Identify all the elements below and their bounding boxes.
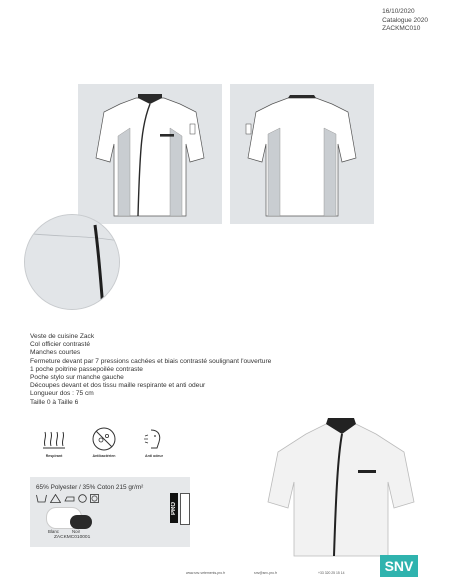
front-view-panel [78, 84, 222, 224]
pro-badge-label: PRO [171, 501, 177, 515]
desc-line: Col officier contrasté [30, 341, 90, 349]
feature-breathable [34, 424, 74, 458]
document-header [382, 8, 428, 34]
dry-clean-icon [78, 494, 87, 503]
color-label-black: Noir [72, 529, 81, 534]
wash-temp-symbols [180, 493, 190, 525]
header-catalogue: Catalogue 2020 [382, 16, 428, 24]
desc-line: 1 poche poitrine passepoilée contraste [30, 365, 143, 373]
feature-anti-odor [134, 424, 174, 458]
desc-line: Poche stylo sur manche gauche [30, 374, 124, 382]
footer-email[interactable]: snv@snv-pro.fr [254, 571, 278, 575]
footer-website[interactable]: www.snv-vetements-pro.fr [186, 571, 226, 575]
feature-icons [34, 424, 174, 458]
fabric-detail-circle [24, 214, 120, 310]
color-swatch-black[interactable] [70, 515, 92, 529]
product-reference: ZACKMC010001 [54, 535, 91, 540]
product-description [30, 333, 360, 407]
breathable-icon [39, 424, 69, 454]
desc-line: Découpes devant et dos tissu maille respirante et anti odeur [30, 382, 206, 390]
product-photo [254, 412, 424, 560]
header-date: 16/10/2020 [382, 8, 415, 15]
pro-badge [170, 493, 178, 523]
jacket-front-drawing [78, 84, 222, 224]
antibacterial-icon [89, 424, 119, 454]
feature-label: Antibactérien [92, 454, 116, 458]
anti-odor-icon [139, 424, 169, 454]
fabric-info-box [30, 477, 190, 547]
footer-phone: +33 320 25 15 14 [318, 571, 345, 575]
feature-label: Respirant [45, 454, 63, 458]
fabric-composition: 65% Polyester / 35% Coton 215 gr/m² [36, 484, 144, 491]
desc-line: Longueur dos : 75 cm [30, 390, 94, 398]
snv-logo: SNV [380, 555, 418, 577]
desc-line: Fermeture devant par 7 pressions cachées et biais contrasté soulignant l'ouverture [30, 357, 272, 365]
iron-icon [64, 494, 75, 503]
desc-line: Manches courtes [30, 349, 81, 357]
care-icons [36, 494, 99, 503]
bleach-icon [50, 494, 61, 503]
header-reference: ZACKMC010 [382, 25, 421, 32]
desc-line: Taille 0 à Taille 6 [30, 398, 79, 406]
wash-icon [36, 494, 47, 503]
color-label-white: Blanc [48, 529, 59, 534]
feature-label: Anti odeur [145, 454, 163, 458]
desc-line: Veste de cuisine Zack [30, 333, 95, 340]
feature-antibacterial [84, 424, 124, 458]
jacket-back-drawing [230, 84, 374, 224]
tumble-dry-icon [90, 494, 99, 503]
back-view-panel [230, 84, 374, 224]
